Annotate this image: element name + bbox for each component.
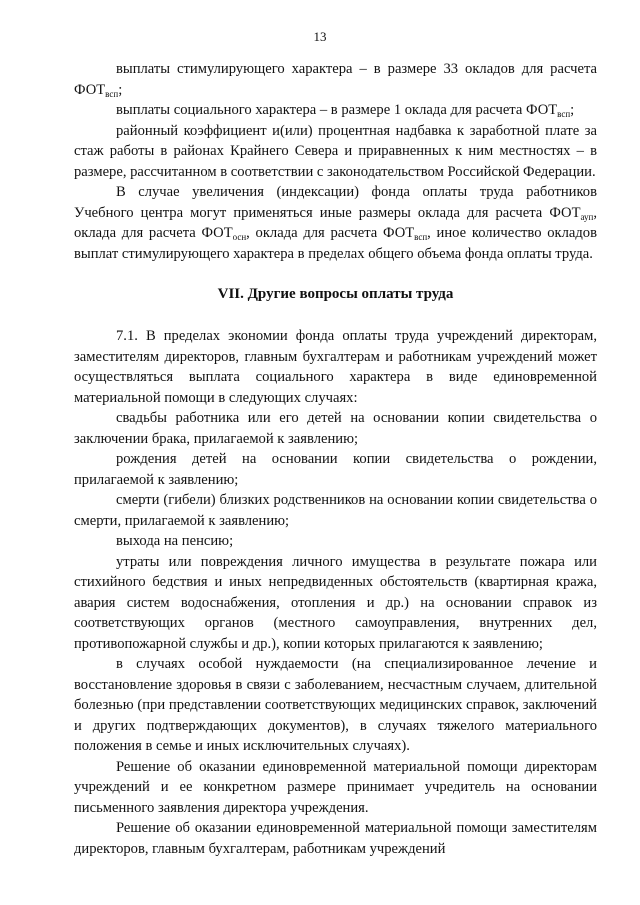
paragraph-stimulating-payments: [74, 59, 597, 100]
paragraph-text: , оклада для расчета ФОТ: [246, 225, 415, 241]
paragraph-death: смерти (гибели) близких родственников на основании копии свидетельства о смерти, прилагаемой к заявлению;: [74, 492, 597, 529]
document-body: [74, 59, 597, 859]
paragraph-retirement: выхода на пенсию;: [116, 533, 234, 549]
paragraph-director-decision: Решение об оказании единовременной материальной помощи директорам учреждений и ее конкретном размере принимает учредитель на основании письменного заявления директора учреждения.: [74, 758, 597, 816]
page-number: 13: [313, 29, 327, 44]
paragraph-deputy-decision: Решение об оказании единовременной материальной помощи заместителям директоров, главным бухгалтерам, работникам учреждений: [74, 820, 597, 857]
paragraph-text: В случае увеличения (индексации) фонда оплаты труда работников Учебного центра могут применяться иные размеры оклада для расчета ФОТ: [74, 184, 597, 221]
subscript: осн: [232, 232, 247, 242]
paragraph-tail: ;: [118, 81, 123, 98]
paragraph-special-need: в случаях особой нуждаемости (на специализированное лечение и восстановление здоровья в связи с заболеванием, несчастным случаем, длительной болезнью (при представлении соответствующих медицинских справок, заключений и других подтверждающих документов), в случаях тяжелого материального положения в семье и иных исключительных случаях).: [74, 656, 597, 754]
paragraph-text: выплаты стимулирующего характера – в размере 33 окладов для расчета ФОТ: [74, 61, 597, 98]
paragraph-text: , оклада для расчета ФОТ: [74, 204, 597, 241]
paragraph-text: , иное количество окладов выплат стимулирующего характера в пределах общего объема фонда оплаты труда.: [74, 225, 597, 262]
paragraph-indexation: [74, 182, 597, 264]
subscript: ауп: [580, 211, 594, 222]
section-heading: VII. Другие вопросы оплаты труда: [217, 286, 454, 302]
paragraph-text: выплаты социального характера – в размере 1 оклада для расчета ФОТ: [116, 102, 558, 118]
subscript: всп: [414, 232, 428, 242]
paragraph-childbirth: рождения детей на основании копии свидетельства о рождении, прилагаемой к заявлению;: [74, 451, 597, 488]
subscript: всп: [557, 109, 571, 119]
subscript: всп: [105, 88, 119, 99]
paragraph-7-1: 7.1. В пределах экономии фонда оплаты труда учреждений директорам, заместителям директоров, главным бухгалтерам и работникам учреждений может осуществляться выплата социального характера в виде единовременной материальной помощи в следующих случаях:: [74, 328, 597, 406]
paragraph-social-payments: [74, 100, 597, 121]
paragraph-wedding: свадьбы работника или его детей на основании копии свидетельства о заключении брака, прилагаемой к заявлению;: [74, 410, 597, 447]
paragraph-tail: ;: [570, 102, 575, 118]
paragraph-regional-coefficient: районный коэффициент и(или) процентная надбавка к заработной плате за стаж работы в районах Крайнего Севера и приравненных к ним местностях – в размере, рассчитанном в соответствии с законодательством Российской Федерации.: [74, 122, 597, 180]
paragraph-property-loss: утраты или повреждения личного имущества в результате пожара или стихийного бедствия и иных непредвиденных обстоятельств (квартирная кража, авария систем водоснабжения, отопления и др.) на основании справок из соответствующих органов (местного самоуправления, внутренних дел, противопожарной службы и др.), копии которых прилагаются к заявлению;: [74, 553, 597, 652]
